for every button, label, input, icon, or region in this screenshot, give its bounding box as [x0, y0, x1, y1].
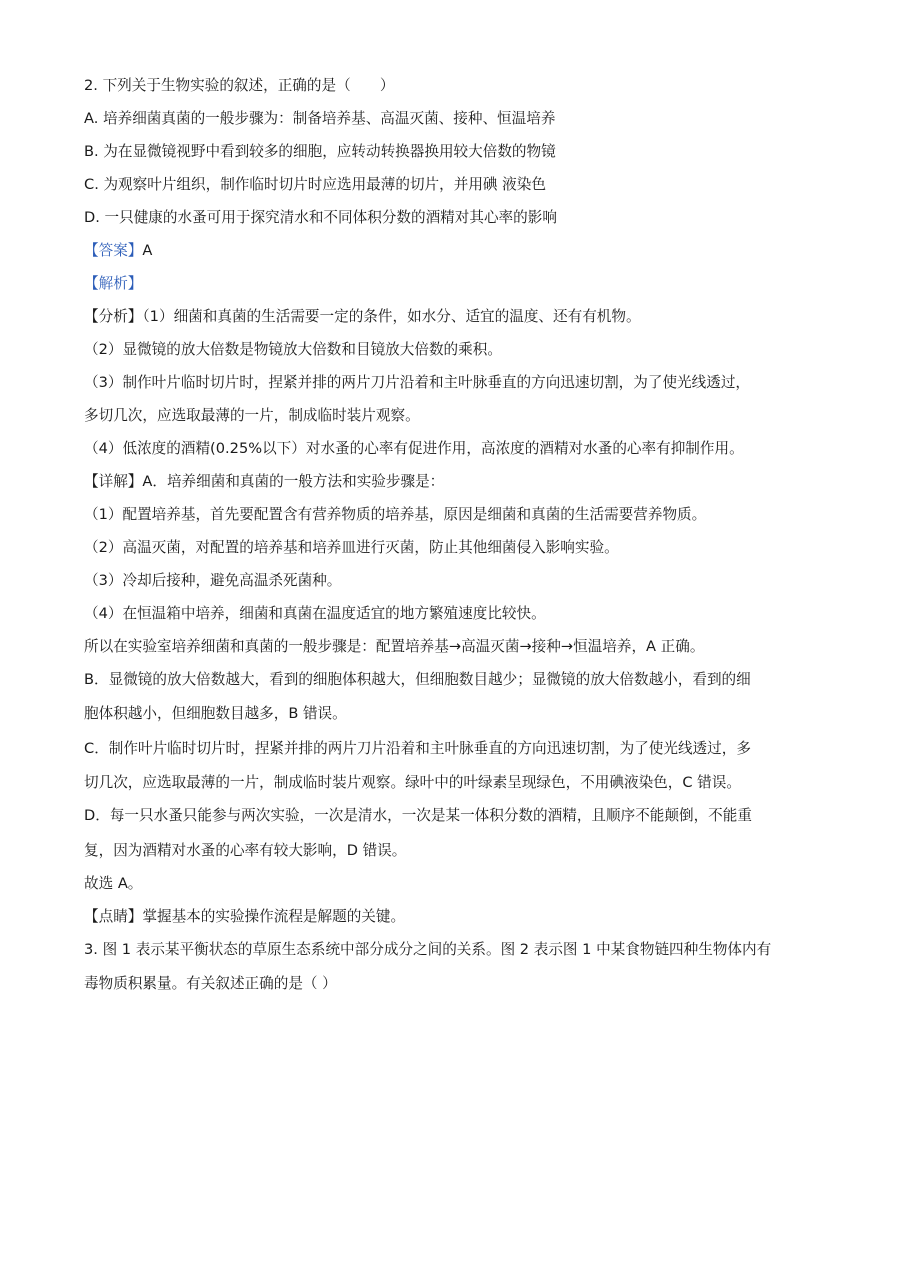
- fenxi-label: 【分析】: [84, 308, 143, 325]
- xiangjie-line-7: B．显微镜的放大倍数越大，看到的细胞体积越大，但细胞数目越少；显微镜的放大倍数越小，看到的细: [84, 671, 751, 688]
- xiangjie-line-4: （3）冷却后接种，避免高温杀死菌种。: [84, 572, 342, 589]
- q2-option-b: B. 为在显微镜视野中看到较多的细胞，应转动转换器换用较大倍数的物镜: [84, 143, 556, 160]
- fenxi-line-1: [84, 307, 641, 327]
- fenxi-line-5: （4）低浓度的酒精(0.25%以下）对水蚤的心率有促进作用，高浓度的酒精对水蚤的心率有抑制作用。: [84, 440, 744, 457]
- analysis-label: 【解析】: [84, 275, 143, 292]
- q2-stem: 2. 下列关于生物实验的叙述，正确的是（ ）: [84, 77, 395, 94]
- xiangjie-line-12: 复，因为酒精对水蚤的心率有较大影响，D 错误。: [84, 842, 407, 859]
- xiangjie-line-3: （2）高温灭菌，对配置的培养基和培养皿进行灭菌，防止其他细菌侵入影响实验。: [84, 539, 619, 556]
- xiangjie-line-5: （4）在恒温箱中培养，细菌和真菌在温度适宜的地方繁殖速度比较快。: [84, 605, 546, 622]
- xiangjie-label: 【详解】: [84, 473, 143, 490]
- q3-stem-line-1: 3. 图 1 表示某平衡状态的草原生态系统中部分成分之间的关系。图 2 表示图 1 中某食物链四种生物体内有: [84, 941, 772, 958]
- answer-value: A: [142, 242, 153, 259]
- xiangjie-line-10: 切几次，应选取最薄的一片，制成临时装片观察。绿叶中的叶绿素呈现绿色，不用碘液染色，C 错误。: [84, 774, 741, 791]
- fenxi-line-4: 多切几次，应选取最薄的一片，制成临时装片观察。: [84, 407, 420, 424]
- q2-answer: [84, 241, 152, 261]
- answer-label: 【答案】: [84, 242, 143, 259]
- xiangjie-line-9: C．制作叶片临时切片时，捏紧并排的两片刀片沿着和主叶脉垂直的方向迅速切割，为了使光线透过，多: [84, 740, 751, 757]
- fenxi-line-3: （3）制作叶片临时切片时，捏紧并排的两片刀片沿着和主叶脉垂直的方向迅速切割，为了使光线透过，: [84, 374, 751, 391]
- xiangjie-line-2: （1）配置培养基，首先要配置含有营养物质的培养基，原因是细菌和真菌的生活需要营养物质。: [84, 506, 707, 523]
- dianjing-label: 【点睛】: [84, 908, 143, 925]
- dianjing-line: [84, 907, 405, 927]
- q2-option-a: A. 培养细菌真菌的一般步骤为：制备培养基、高温灭菌、接种、恒温培养: [84, 110, 556, 127]
- fenxi-line-2: （2）显微镜的放大倍数是物镜放大倍数和目镜放大倍数的乘积。: [84, 341, 502, 358]
- xiangjie-line-13: 故选 A。: [84, 875, 143, 892]
- dianjing-text: 掌握基本的实验操作流程是解题的关键。: [142, 908, 406, 925]
- q2-option-d: D. 一只健康的水蚤可用于探究清水和不同体积分数的酒精对其心率的影响: [84, 209, 557, 226]
- xiangjie-line-6: 所以在实验室培养细菌和真菌的一般步骤是：配置培养基→高温灭菌→接种→恒温培养，A 正确。: [84, 638, 705, 655]
- xiangjie-line-11: D．每一只水蚤只能参与两次实验，一次是清水，一次是某一体积分数的酒精，且顺序不能颠倒，不能重: [84, 807, 752, 824]
- xiangjie-line-8: 胞体积越小，但细胞数目越多，B 错误。: [84, 705, 347, 722]
- fenxi-text-1: （1）细菌和真菌的生活需要一定的条件，如水分、适宜的温度、还有有机物。: [142, 308, 641, 325]
- xiangjie-first: A．培养细菌和真菌的一般方法和实验步骤是：: [142, 473, 445, 490]
- q2-option-c: C. 为观察叶片组织，制作临时切片时应选用最薄的切片，并用碘 液染色: [84, 176, 546, 193]
- xiangjie-line-1: [84, 472, 444, 492]
- q3-stem-line-2: 毒物质积累量。有关叙述正确的是（ ）: [84, 975, 337, 992]
